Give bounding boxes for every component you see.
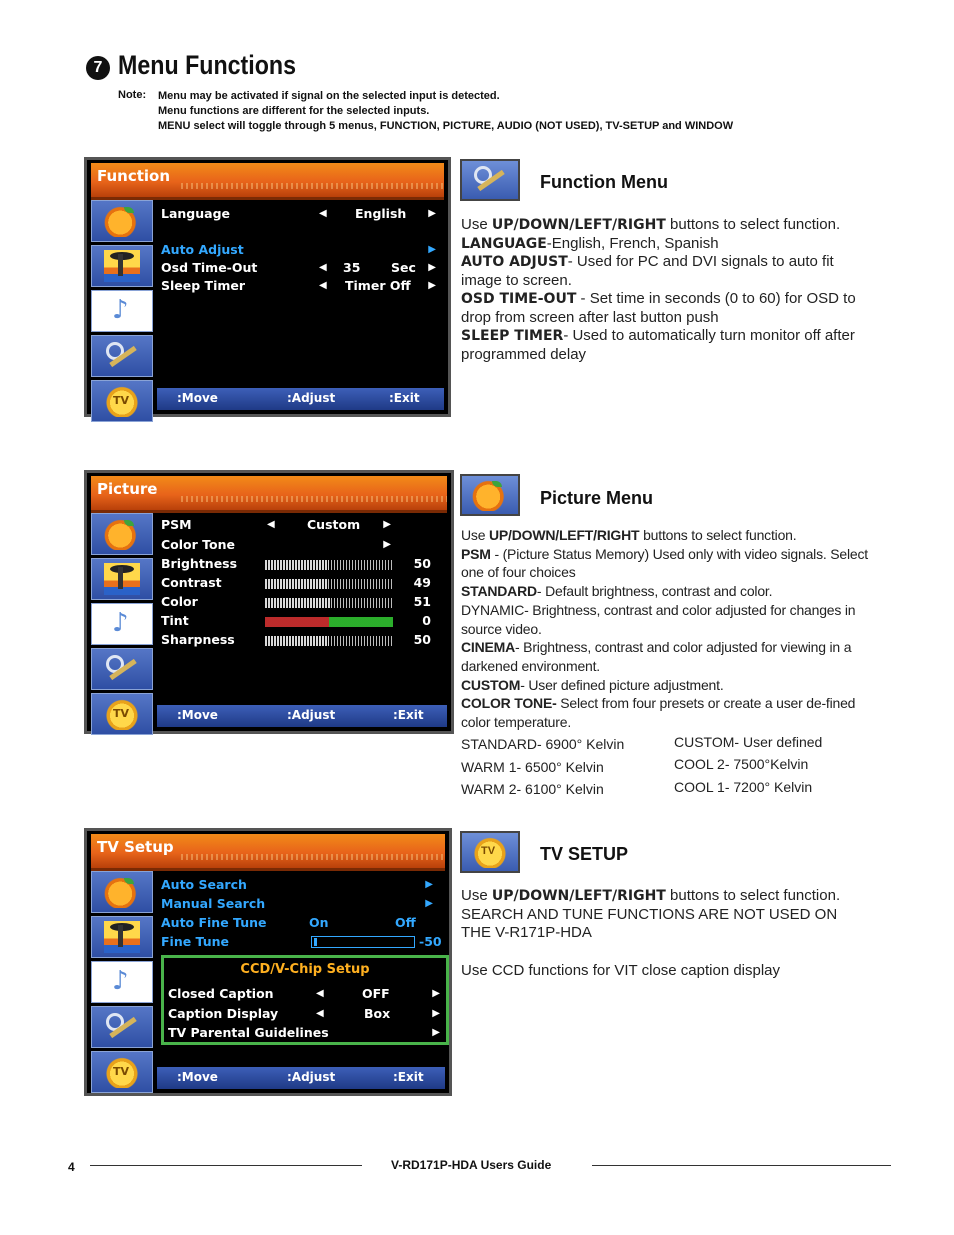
term: COLOR TONE- bbox=[461, 695, 557, 712]
level-value: 0 bbox=[422, 613, 431, 628]
osd-row-sleep-timer bbox=[157, 278, 442, 296]
tab-picture bbox=[91, 200, 153, 242]
intro-suffix: buttons to select function. bbox=[639, 527, 797, 543]
row-label: Language bbox=[161, 206, 231, 221]
fine-tune-bar-fill bbox=[314, 938, 317, 946]
item-psm bbox=[461, 545, 871, 582]
row-value: 35 bbox=[343, 260, 361, 275]
row-label: Auto Fine Tune bbox=[161, 915, 267, 930]
row-label: Contrast bbox=[161, 575, 222, 590]
adjust-hint: :Adjust bbox=[287, 708, 336, 722]
osd-tab-column bbox=[91, 871, 153, 1089]
intro-bold: UP/DOWN/LEFT/RIGHT bbox=[491, 888, 666, 904]
level-value: 50 bbox=[413, 556, 431, 571]
row-value: English bbox=[355, 206, 407, 221]
tv-note-line: SEARCH AND TUNE FUNCTIONS ARE NOT USED ON THE V-R171P-HDA bbox=[461, 905, 838, 941]
arrow-left-icon: ◀ bbox=[267, 519, 275, 530]
option-on: On bbox=[309, 915, 329, 930]
term-text: - Used for PC and DVI signals to auto fit image to screen. bbox=[461, 253, 834, 289]
picture-osd-screenshot bbox=[84, 470, 454, 734]
row-label: Fine Tune bbox=[161, 934, 229, 949]
footer-rule-left bbox=[90, 1165, 362, 1166]
row-label: Sleep Timer bbox=[161, 278, 246, 293]
tint-bar bbox=[265, 617, 393, 627]
osd-title-bar bbox=[91, 834, 445, 871]
orange-icon bbox=[104, 205, 140, 237]
row-label: Manual Search bbox=[161, 896, 266, 911]
term-text: - Set time in seconds (0 to 60) for OSD to drop from screen after last button push bbox=[461, 290, 856, 326]
term-text: DYNAMIC- Brightness, contrast and color adjusted for changes in source video. bbox=[461, 601, 856, 637]
osd-row-auto-fine-tune bbox=[157, 915, 443, 933]
tv-setup-osd-screenshot bbox=[84, 828, 452, 1096]
arrow-right-icon: ▶ bbox=[428, 262, 436, 273]
row-value: Box bbox=[364, 1006, 391, 1021]
item-auto-adjust bbox=[461, 253, 871, 290]
arrow-right-icon: ▶ bbox=[383, 539, 391, 550]
palm-tree-icon bbox=[104, 250, 140, 282]
intro-suffix: buttons to select function. bbox=[665, 887, 841, 904]
move-hint: :Move bbox=[177, 391, 218, 405]
osd-tab-column bbox=[91, 513, 153, 727]
row-label: PSM bbox=[161, 517, 192, 532]
function-menu-description bbox=[461, 216, 871, 364]
intro-line bbox=[461, 216, 871, 235]
term-text: Select from four presets or create a user de-fined color temperature. bbox=[461, 695, 856, 731]
row-label: Caption Display bbox=[168, 1006, 279, 1021]
osd-row-auto-adjust bbox=[157, 242, 442, 260]
term-text: - Used to automatically turn monitor off after programmed delay bbox=[461, 327, 855, 363]
arrow-right-icon: ▶ bbox=[432, 988, 440, 999]
term: LANGUAGE bbox=[461, 235, 547, 252]
intro-bold: UP/DOWN/LEFT/RIGHT bbox=[491, 217, 666, 233]
row-label: Color bbox=[161, 594, 198, 609]
osd-title-bar bbox=[91, 163, 444, 200]
note-line: Menu functions are different for the selected inputs. bbox=[158, 105, 430, 117]
arrow-left-icon: ◀ bbox=[316, 988, 324, 999]
guide-title: V-RD171P-HDA Users Guide bbox=[391, 1158, 552, 1172]
temp-right-2: COOL 2- 7500°Kelvin bbox=[674, 756, 809, 772]
term: STANDARD bbox=[461, 583, 537, 600]
fine-tune-bar bbox=[311, 936, 415, 948]
tab-audio bbox=[91, 961, 153, 1003]
item-color-tone bbox=[461, 694, 871, 731]
tab-function bbox=[91, 245, 153, 287]
tab-setup bbox=[91, 648, 153, 690]
osd-row-psm bbox=[157, 517, 445, 535]
adjust-hint: :Adjust bbox=[287, 1070, 336, 1084]
note-text bbox=[158, 89, 733, 134]
orange-icon bbox=[104, 518, 140, 550]
osd-footer bbox=[157, 705, 447, 727]
move-hint: :Move bbox=[177, 708, 218, 722]
row-label: Brightness bbox=[161, 556, 238, 571]
tab-tv bbox=[91, 693, 153, 735]
note-line: Menu may be activated if signal on the selected input is detected. bbox=[158, 90, 500, 102]
picture-menu-description bbox=[461, 526, 871, 732]
level-fill bbox=[265, 560, 329, 570]
osd-title-bar bbox=[91, 476, 447, 513]
osd-tab-column bbox=[91, 200, 153, 410]
osd-row-color-tone bbox=[157, 537, 445, 555]
function-osd-screenshot bbox=[84, 157, 451, 417]
osd-row-caption-display bbox=[164, 1006, 446, 1024]
note-label: Note: bbox=[118, 89, 147, 101]
note-line: MENU select will toggle through 5 menus, FUNCTION, PICTURE, AUDIO (NOT USED), TV-SETUP and WINDOW bbox=[158, 120, 734, 132]
osd-title: TV Setup bbox=[97, 838, 174, 856]
tv-icon bbox=[460, 831, 520, 873]
temp-left-2: WARM 1- 6500° Kelvin bbox=[461, 759, 604, 775]
osd-title: Picture bbox=[97, 480, 158, 498]
arrow-left-icon: ◀ bbox=[319, 208, 327, 219]
tools-icon bbox=[460, 159, 520, 201]
ccd-vchip-panel bbox=[161, 955, 449, 1045]
item-cinema bbox=[461, 638, 871, 675]
item-sleep-timer bbox=[461, 327, 871, 364]
row-label: Sharpness bbox=[161, 632, 235, 647]
tools-icon bbox=[104, 340, 140, 372]
level-fill bbox=[265, 598, 330, 608]
tools-icon-glyph bbox=[472, 164, 508, 196]
osd-row-contrast bbox=[157, 575, 445, 593]
move-hint: :Move bbox=[177, 1070, 218, 1084]
row-label: Auto Adjust bbox=[161, 242, 244, 257]
music-note-icon bbox=[104, 966, 140, 998]
osd-row-auto-search bbox=[157, 877, 443, 895]
tv-icon-glyph bbox=[472, 836, 508, 868]
term: CINEMA bbox=[461, 639, 516, 656]
item-language bbox=[461, 235, 871, 254]
term: AUTO ADJUST bbox=[461, 254, 568, 270]
temp-right-1: CUSTOM- User defined bbox=[674, 734, 823, 750]
row-value: OFF bbox=[362, 986, 390, 1001]
level-value: 49 bbox=[413, 575, 431, 590]
osd-row-sharpness bbox=[157, 632, 445, 650]
term-text: -English, French, Spanish bbox=[546, 234, 719, 252]
osd-row-color bbox=[157, 594, 445, 612]
osd-row-tint bbox=[157, 613, 445, 631]
term: CUSTOM bbox=[461, 676, 521, 693]
temp-right-3: COOL 1- 7200° Kelvin bbox=[674, 779, 813, 795]
music-note-icon bbox=[104, 608, 140, 640]
tab-setup bbox=[91, 335, 153, 377]
intro-line bbox=[461, 887, 871, 906]
tv-setup-description bbox=[461, 887, 871, 980]
page-title: Menu Functions bbox=[118, 50, 297, 80]
arrow-right-icon: ▶ bbox=[425, 898, 433, 909]
level-value: 50 bbox=[413, 632, 431, 647]
option-off: Off bbox=[395, 915, 416, 930]
section-title-picture: Picture Menu bbox=[540, 488, 654, 508]
level-bar bbox=[265, 560, 393, 570]
orange-icon-glyph bbox=[472, 479, 508, 511]
intro-bold: UP/DOWN/LEFT/RIGHT bbox=[489, 527, 640, 543]
tab-tv bbox=[91, 380, 153, 422]
osd-row-fine-tune bbox=[157, 934, 443, 952]
tab-function bbox=[91, 916, 153, 958]
orange-icon bbox=[104, 876, 140, 908]
intro-prefix: Use bbox=[461, 216, 492, 233]
section-title-tv-setup: TV SETUP bbox=[540, 844, 629, 864]
osd-row-osd-timeout bbox=[157, 260, 442, 278]
temp-left-1: STANDARD- 6900° Kelvin bbox=[461, 736, 625, 752]
row-label: Closed Caption bbox=[168, 986, 274, 1001]
intro-suffix: buttons to select function. bbox=[665, 216, 841, 233]
exit-hint: :Exit bbox=[389, 391, 420, 405]
term-text: - User defined picture adjustment. bbox=[520, 676, 724, 693]
row-value: Custom bbox=[307, 517, 361, 532]
tab-picture bbox=[91, 513, 153, 555]
intro-prefix: Use bbox=[461, 527, 489, 543]
term-text: - (Picture Status Memory) Used only with video signals. Select one of four choices bbox=[461, 545, 868, 581]
section-title-function: Function Menu bbox=[540, 172, 668, 192]
row-label: TV Parental Guidelines bbox=[168, 1025, 329, 1040]
arrow-right-icon: ▶ bbox=[428, 244, 436, 255]
osd-row-manual-search bbox=[157, 896, 443, 914]
ccd-panel-title: CCD/V-Chip Setup bbox=[240, 962, 370, 977]
tab-picture bbox=[91, 871, 153, 913]
level-bar bbox=[265, 598, 393, 608]
tab-tv bbox=[91, 1051, 153, 1093]
osd-row-brightness bbox=[157, 556, 445, 574]
tv-ccd-line: Use CCD functions for VIT close caption display bbox=[461, 961, 781, 979]
footer-rule-right bbox=[592, 1165, 891, 1166]
osd-title: Function bbox=[97, 167, 171, 185]
palm-tree-icon bbox=[104, 563, 140, 595]
arrow-right-icon: ▶ bbox=[428, 208, 436, 219]
arrow-right-icon: ▶ bbox=[432, 1008, 440, 1019]
arrow-right-icon: ▶ bbox=[428, 280, 436, 291]
exit-hint: :Exit bbox=[393, 708, 424, 722]
orange-icon bbox=[460, 474, 520, 516]
term: SLEEP TIMER bbox=[461, 328, 564, 344]
row-value: Timer Off bbox=[345, 278, 411, 293]
term-text: - Brightness, contrast and color adjusted for viewing in a darkened environment. bbox=[461, 639, 852, 674]
arrow-right-icon: ▶ bbox=[425, 879, 433, 890]
tv-icon bbox=[104, 385, 140, 417]
item-standard bbox=[461, 582, 871, 601]
tools-icon bbox=[104, 1011, 140, 1043]
tv-icon bbox=[104, 1056, 140, 1088]
row-label: Tint bbox=[161, 613, 189, 628]
tab-function bbox=[91, 558, 153, 600]
row-label: Auto Search bbox=[161, 877, 247, 892]
tab-setup bbox=[91, 1006, 153, 1048]
tv-icon bbox=[104, 698, 140, 730]
intro-prefix: Use bbox=[461, 887, 492, 904]
row-unit: Sec bbox=[391, 260, 416, 275]
level-bar bbox=[265, 579, 393, 589]
music-note-icon bbox=[104, 295, 140, 327]
term: PSM bbox=[461, 545, 491, 562]
intro-line bbox=[461, 526, 871, 545]
term: OSD TIME-OUT bbox=[461, 291, 577, 307]
tab-audio bbox=[91, 290, 153, 332]
exit-hint: :Exit bbox=[393, 1070, 424, 1084]
item-dynamic bbox=[461, 601, 871, 638]
adjust-hint: :Adjust bbox=[287, 391, 336, 405]
arrow-left-icon: ◀ bbox=[319, 280, 327, 291]
osd-row-closed-caption bbox=[164, 986, 446, 1004]
row-value: -50 bbox=[419, 934, 442, 949]
arrow-left-icon: ◀ bbox=[316, 1008, 324, 1019]
osd-row-language bbox=[157, 206, 442, 224]
level-bar bbox=[265, 636, 393, 646]
arrow-right-icon: ▶ bbox=[432, 1027, 440, 1038]
level-fill bbox=[265, 636, 329, 646]
tab-audio bbox=[91, 603, 153, 645]
osd-row-tv-parental bbox=[164, 1025, 446, 1043]
row-label: Color Tone bbox=[161, 537, 235, 552]
row-label: Osd Time-Out bbox=[161, 260, 258, 275]
osd-footer bbox=[157, 1067, 445, 1089]
page-number: 4 bbox=[68, 1160, 75, 1174]
tools-icon bbox=[104, 653, 140, 685]
level-fill bbox=[265, 579, 328, 589]
item-custom bbox=[461, 676, 871, 695]
palm-tree-icon bbox=[104, 921, 140, 953]
temp-left-3: WARM 2- 6100° Kelvin bbox=[461, 781, 604, 797]
step-number-badge: 7 bbox=[86, 56, 110, 80]
arrow-right-icon: ▶ bbox=[383, 519, 391, 530]
osd-footer bbox=[157, 388, 444, 410]
term-text: - Default brightness, contrast and color. bbox=[536, 583, 773, 600]
level-value: 51 bbox=[413, 594, 431, 609]
item-osd-timeout bbox=[461, 290, 871, 327]
arrow-left-icon: ◀ bbox=[319, 262, 327, 273]
